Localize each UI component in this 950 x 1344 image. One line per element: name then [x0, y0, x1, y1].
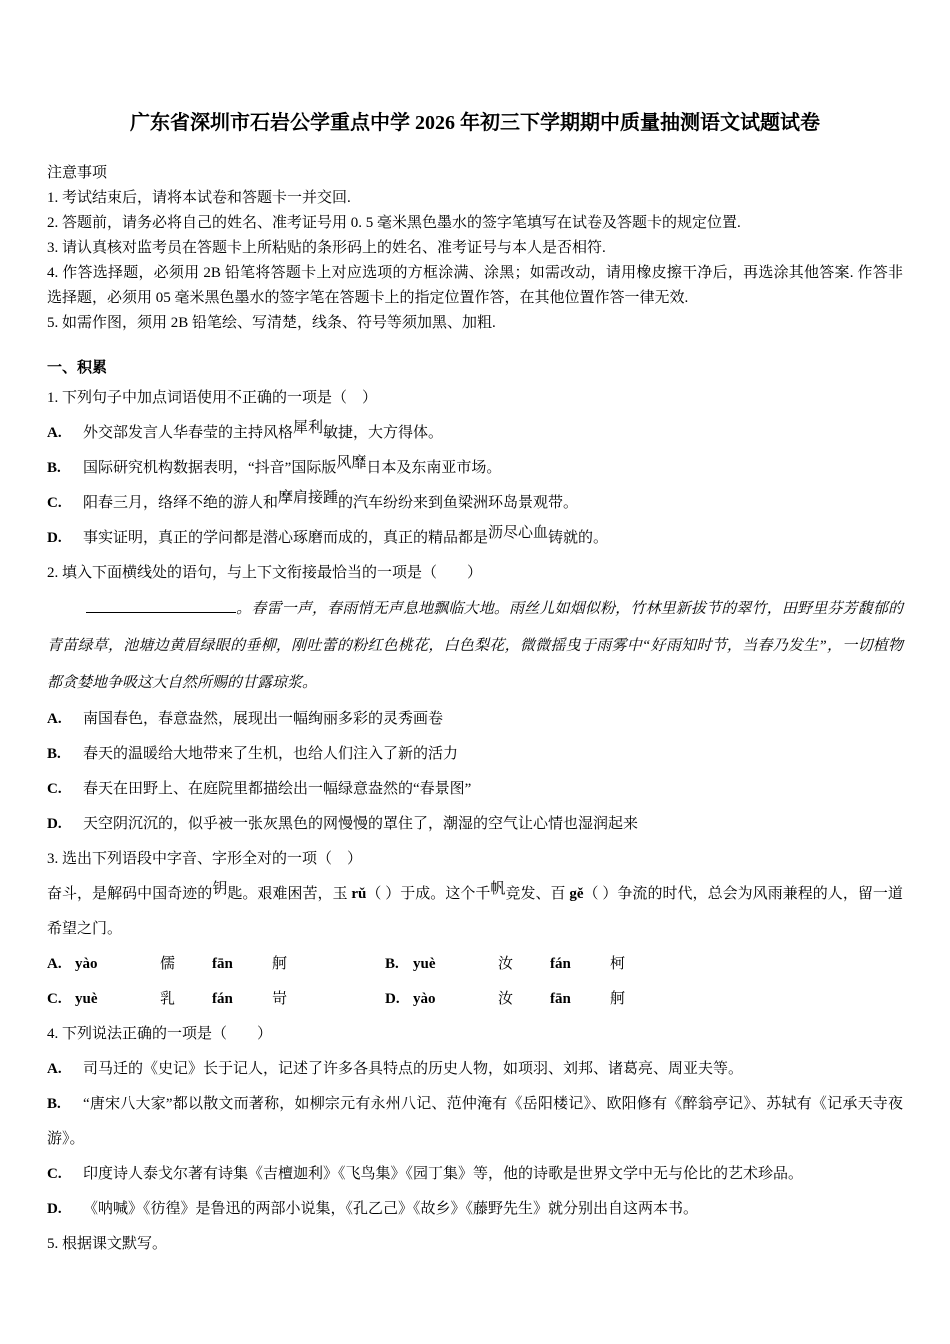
option-text: 天空阴沉沉的，似乎被一张灰黑色的网慢慢的罩住了，潮湿的空气让心情也湿润起来 [83, 816, 639, 832]
option-label: D. [47, 1201, 62, 1217]
option-text: 日本及东南亚市场。 [366, 460, 502, 476]
option-label: C. [47, 991, 62, 1007]
passage-text: 。春雷一声，春雨悄无声息地飘临大地。雨丝儿如烟似粉，竹林里新拔节的翠竹，田野里芬芳馥郁的青苗绿草，池塘边黄眉绿眼的垂柳，刚吐蕾的粉红色桃花，白色梨花，微微摇曳于雨雾中“好雨知时节，当春乃发生”，一切植物都贪婪地争吸这大自然所赐的甘露琼浆。 [47, 601, 903, 691]
question-2-stem: 2. 填入下面横线处的语句，与上下文衔接最恰当的一项是（ ） [47, 565, 483, 581]
emphasized-word: 钥 [212, 881, 228, 897]
option-label: B. [385, 956, 399, 972]
question-2-option-a [47, 702, 903, 737]
question-1-option-a [47, 416, 903, 451]
passage-text: （ ）争流的时代，总会为风雨兼程的人，留一道希望之门。 [47, 886, 903, 937]
question-1-option-b [47, 451, 903, 486]
option-label: B. [47, 1096, 61, 1112]
pinyin-cell: yào [75, 956, 98, 972]
option-text: 阳春三月，络绎不绝的游人和 [83, 495, 279, 511]
question-4-option-c [47, 1157, 903, 1192]
passage-text: 奋斗，是解码中国奇迹的 [47, 886, 213, 902]
notice-section [47, 161, 903, 336]
hanzi-cell: 乳 [160, 991, 176, 1007]
pinyin-options-row-1 [47, 947, 903, 982]
question-1-option-d [47, 521, 903, 556]
question-1-option-c [47, 486, 903, 521]
option-text: 的汽车纷纷来到鱼梁洲环岛景观带。 [338, 495, 579, 511]
question-3-option-c [47, 982, 385, 1017]
pinyin-cell: fān [212, 956, 233, 972]
emphasized-word: 风靡 [336, 455, 367, 471]
pinyin-cell: fán [550, 956, 571, 972]
pinyin-cell: yuè [413, 956, 436, 972]
notice-item: 1. 考试结束后，请将本试卷和答题卡一并交回. [47, 190, 351, 206]
question-2-option-b [47, 737, 903, 772]
question-3-stem: 3. 选出下列语段中字音、字形全对的一项（ ） [47, 851, 363, 867]
option-label: B. [47, 746, 61, 762]
emphasized-word: 沥尽心血 [488, 525, 549, 541]
pinyin-cell: yuè [75, 991, 98, 1007]
question-3-option-a [47, 947, 385, 982]
question-2 [47, 556, 903, 842]
hanzi-cell: 汝 [498, 991, 514, 1007]
option-label: D. [47, 530, 62, 546]
question-3-option-b [385, 947, 670, 982]
option-text: 春天在田野上、在庭院里都描绘出一幅绿意盎然的“春景图” [83, 781, 472, 797]
question-4-option-d [47, 1192, 903, 1227]
option-label: A. [47, 956, 62, 972]
question-5-stem: 5. 根据课文默写。 [47, 1236, 168, 1252]
option-text: 印度诗人泰戈尔著有诗集《吉檀迦利》《飞鸟集》《园丁集》等，他的诗歌是世界文学中无与伦比的艺术珍品。 [83, 1166, 804, 1182]
passage-text: （ ）于成。这个千 [366, 886, 491, 902]
option-label: D. [47, 816, 62, 832]
page-title: 广东省深圳市石岩公学重点中学 2026 年初三下学期期中质量抽测语文试题试卷 [130, 112, 820, 134]
option-text: 敏捷，大方得体。 [323, 425, 444, 441]
option-label: C. [47, 495, 62, 511]
option-label: D. [385, 991, 400, 1007]
pinyin-cell: fán [212, 991, 233, 1007]
question-4-option-a [47, 1052, 903, 1087]
pinyin-options-row-2 [47, 982, 903, 1017]
hanzi-cell: 舸 [272, 956, 288, 972]
notice-item: 4. 作答选择题，必须用 2B 铅笔将答题卡上对应选项的方框涂满、涂黑；如需改动，请用橡皮擦干净后，再选涂其他答案. 作答非选择题，必须用 05 毫米黑色墨水的签字笔在答题卡上的指定位置作答，在其他位置作答一律无效. [47, 265, 903, 306]
emphasized-word: 摩肩接踵 [278, 490, 339, 506]
pinyin-text: gě [569, 886, 584, 902]
emphasized-word: 犀利 [293, 420, 324, 436]
question-2-option-c [47, 772, 903, 807]
question-3 [47, 842, 903, 1017]
option-label: A. [47, 1061, 62, 1077]
hanzi-cell: 岢 [272, 991, 288, 1007]
notice-item: 5. 如需作图，须用 2B 铅笔绘、写清楚，线条、符号等须加黑、加粗. [47, 315, 496, 331]
emphasized-word: 帆 [490, 881, 506, 897]
notice-item: 3. 请认真核对监考员在答题卡上所粘贴的条形码上的姓名、准考证号与本人是否相符. [47, 240, 606, 256]
notice-item: 2. 答题前，请务必将自己的姓名、准考证号用 0. 5 毫米黑色墨水的签字笔填写在试卷及答题卡的规定位置. [47, 215, 741, 231]
pinyin-text: rǔ [351, 886, 367, 902]
passage-text: 竞发、百 [505, 886, 570, 902]
passage-text: 匙。艰难困苦，玉 [227, 886, 352, 902]
question-2-passage [47, 591, 903, 702]
question-4-stem: 4. 下列说法正确的一项是（ ） [47, 1026, 273, 1042]
hanzi-cell: 舸 [610, 991, 626, 1007]
option-label: B. [47, 460, 61, 476]
hanzi-cell: 汝 [498, 956, 514, 972]
question-2-option-d [47, 807, 903, 842]
option-label: C. [47, 781, 62, 797]
option-text: 司马迁的《史记》长于记人，记述了许多各具特点的历史人物，如项羽、刘邦、诸葛亮、周亚夫等。 [83, 1061, 744, 1077]
question-3-option-d [385, 982, 670, 1017]
option-text: 事实证明，真正的学问都是潜心琢磨而成的，真正的精品都是 [83, 530, 489, 546]
option-text: 春天的温暖给大地带来了生机，也给人们注入了新的活力 [83, 746, 459, 762]
option-text: 《呐喊》《彷徨》是鲁迅的两部小说集，《孔乙己》《故乡》《藤野先生》就分别出自这两本书。 [83, 1201, 699, 1217]
pinyin-cell: fān [550, 991, 571, 1007]
option-text: 南国春色，春意盎然，展现出一幅绚丽多彩的灵秀画卷 [83, 711, 444, 727]
question-1 [47, 381, 903, 556]
question-3-passage [47, 877, 903, 947]
option-label: A. [47, 711, 62, 727]
option-text: 外交部发言人华春莹的主持风格 [83, 425, 294, 441]
pinyin-cell: yào [413, 991, 436, 1007]
option-text: 国际研究机构数据表明，“抖音”国际版 [83, 460, 337, 476]
hanzi-cell: 儒 [160, 956, 176, 972]
question-4 [47, 1017, 903, 1227]
section-heading: 一、积累 [47, 360, 108, 376]
option-text: 铸就的。 [548, 530, 609, 546]
blank-underline [86, 597, 236, 613]
notice-heading: 注意事项 [47, 165, 108, 181]
hanzi-cell: 柯 [610, 956, 626, 972]
question-1-stem: 1. 下列句子中加点词语使用不正确的一项是（ ） [47, 390, 378, 406]
question-4-option-b [47, 1087, 903, 1157]
option-label: A. [47, 425, 62, 441]
option-label: C. [47, 1166, 62, 1182]
option-text: “唐宋八大家”都以散文而著称，如柳宗元有永州八记、范仲淹有《岳阳楼记》、欧阳修有《醉翁亭记》、苏轼有《记承天寺夜游》。 [47, 1096, 903, 1147]
